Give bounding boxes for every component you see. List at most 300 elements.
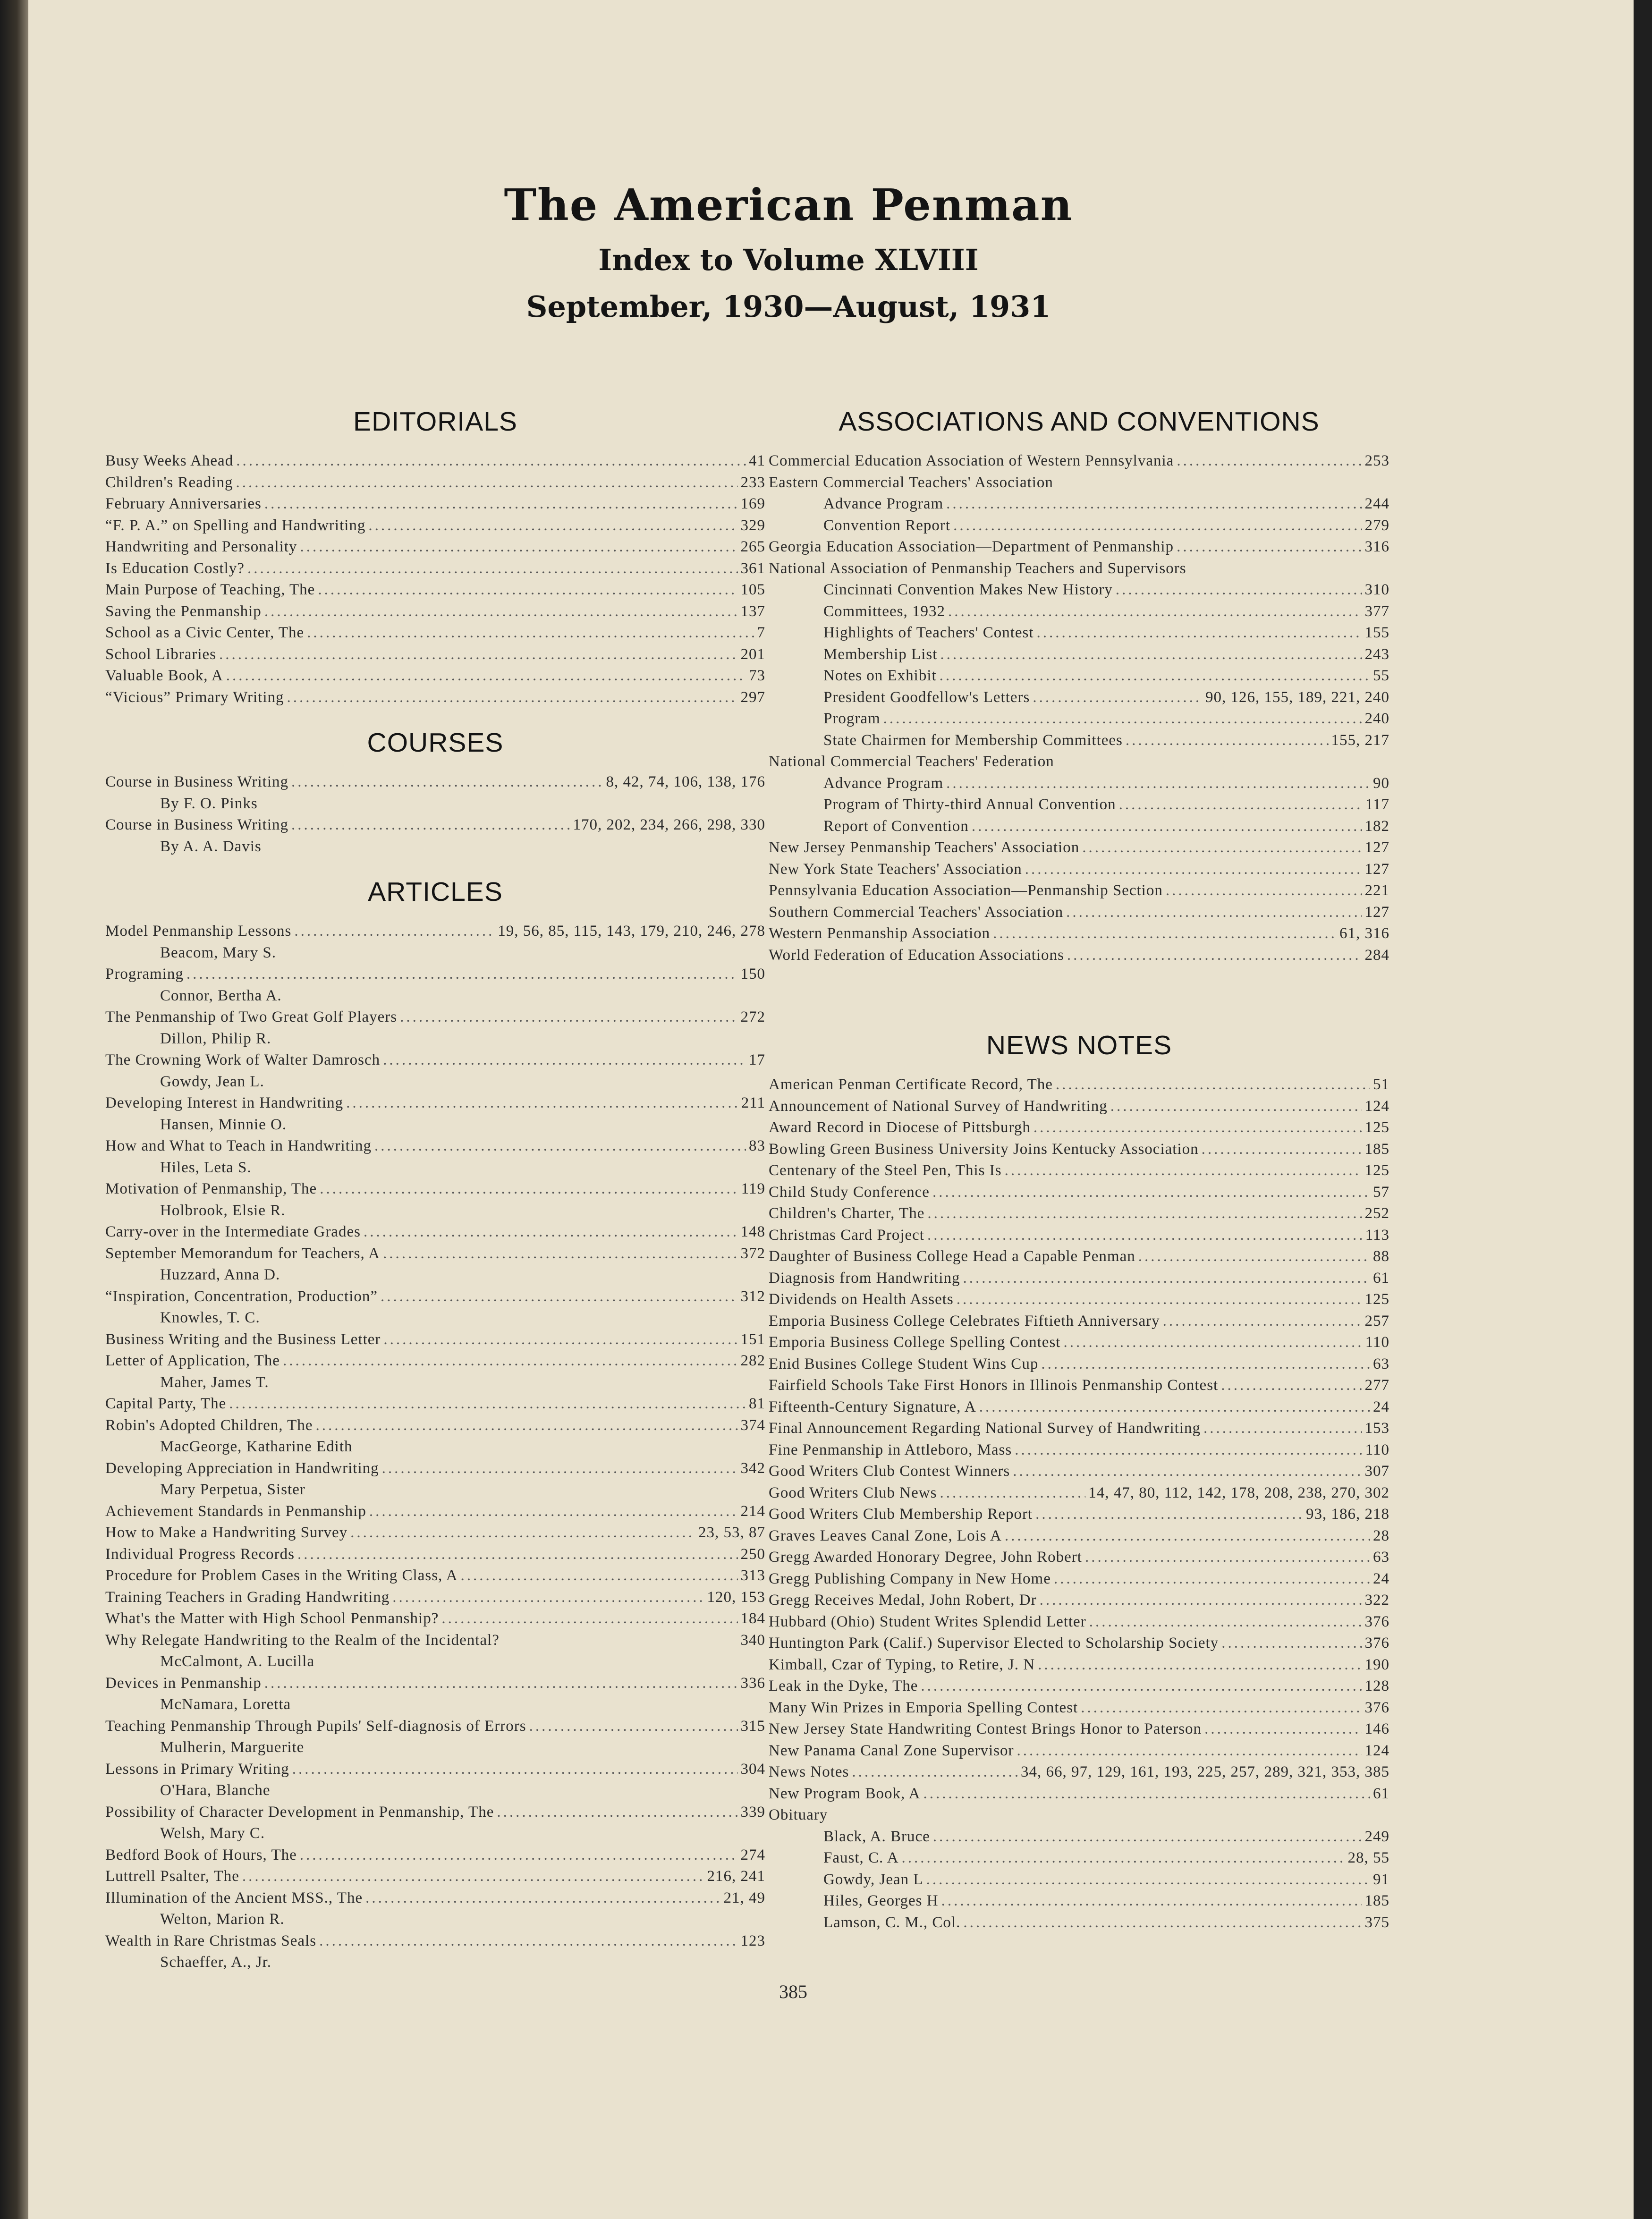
entry-author: O'Hara, Blanche [160, 1782, 271, 1799]
index-entry [105, 1866, 765, 1888]
dot-leader [383, 1329, 737, 1351]
dot-leader [294, 921, 495, 942]
entry-title: Developing Interest in Handwriting [105, 1094, 344, 1111]
index-entry [105, 1888, 765, 1909]
index-entry [769, 923, 1389, 945]
index-entry [769, 1203, 1389, 1225]
dot-leader [1038, 1654, 1362, 1676]
entry-pages: 24 [1373, 1570, 1389, 1587]
entry-title: Award Record in Diocese of Pittsburgh [769, 1119, 1031, 1136]
entry-title: New Jersey State Handwriting Contest Brings Honor to Paterson [769, 1720, 1202, 1737]
entry-pages: 90 [1373, 774, 1389, 792]
entry-title: New Program Book, A [769, 1785, 921, 1802]
dot-leader [374, 1135, 746, 1157]
index-entry [769, 708, 1389, 730]
index-entry [105, 1178, 765, 1200]
entry-pages: 28, 55 [1347, 1849, 1389, 1866]
entry-title: Leak in the Dyke, The [769, 1677, 918, 1694]
entry-title: Program of Thirty-third Annual Convention [823, 796, 1116, 813]
entry-title: Hubbard (Ohio) Student Writes Splendid Letter [769, 1613, 1086, 1630]
entry-pages: 88 [1373, 1248, 1389, 1265]
entry-title: New Jersey Penmanship Teachers' Association [769, 839, 1080, 856]
entry-pages: 252 [1364, 1205, 1389, 1222]
index-entry [105, 515, 765, 537]
dot-leader [953, 515, 1362, 537]
entry-pages: 128 [1364, 1677, 1389, 1694]
courses-list [105, 771, 765, 857]
entry-pages: 151 [740, 1330, 765, 1348]
dot-leader [381, 1286, 737, 1308]
entry-pages: 110 [1365, 1334, 1389, 1351]
index-entry [769, 1289, 1389, 1311]
dot-leader [1013, 1461, 1362, 1482]
entry-title: Achievement Standards in Penmanship [105, 1502, 366, 1520]
entry-title: Kimball, Czar of Typing, to Retire, J. N [769, 1656, 1035, 1673]
entry-title: School Libraries [105, 645, 217, 663]
index-entry [105, 1759, 765, 1780]
section-heading-editorials: EDITORIALS [353, 407, 517, 437]
entry-pages: 336 [740, 1674, 765, 1692]
index-entry [105, 814, 765, 836]
entry-pages: 214 [740, 1502, 765, 1520]
entry-pages: 153 [1364, 1420, 1389, 1437]
entry-title: How to Make a Handwriting Survey [105, 1524, 348, 1541]
right-column [769, 406, 1389, 1933]
entry-pages: 184 [740, 1610, 765, 1627]
index-entry [105, 1802, 765, 1823]
entry-pages: 123 [740, 1932, 765, 1949]
entry-title: Black, A. Bruce [823, 1828, 930, 1845]
dot-leader [946, 493, 1362, 515]
entry-author: Mulherin, Marguerite [160, 1739, 305, 1756]
entry-title: Training Teachers in Grading Handwriting [105, 1588, 390, 1606]
dot-leader [264, 1673, 738, 1694]
index-entry [105, 1007, 765, 1028]
entry-title: President Goodfellow's Letters [823, 688, 1030, 706]
index-entry [769, 1482, 1389, 1504]
dot-leader [236, 472, 738, 494]
index-entry [105, 1931, 765, 1952]
entry-title: Capital Party, The [105, 1395, 227, 1412]
index-entry [769, 1912, 1389, 1934]
index-entry [769, 1160, 1389, 1182]
dot-leader [1081, 1697, 1362, 1719]
entry-title: Graves Leaves Canal Zone, Lois A [769, 1527, 1002, 1544]
entry-title: Course in Business Writing [105, 816, 288, 833]
index-entry [105, 558, 765, 580]
entry-title: Daughter of Business College Head a Capable Penman [769, 1248, 1135, 1265]
entry-pages: 19, 56, 85, 115, 143, 179, 210, 246, 278 [498, 923, 765, 940]
entry-title: Lessons in Primary Writing [105, 1760, 289, 1778]
index-entry [105, 579, 765, 601]
dot-leader [1221, 1375, 1362, 1397]
entry-pages: 170, 202, 234, 266, 298, 330 [573, 816, 765, 833]
dot-leader [1035, 1504, 1303, 1525]
index-entry [769, 880, 1389, 902]
entry-group-heading: Eastern Commercial Teachers' Association [769, 474, 1053, 491]
entry-pages: 316 [1364, 538, 1389, 555]
index-entry [769, 1332, 1389, 1354]
entry-pages: 190 [1364, 1656, 1389, 1673]
dot-leader [957, 1289, 1362, 1311]
entry-title: Procedure for Problem Cases in the Writing Class, A [105, 1567, 458, 1584]
index-entry [105, 1565, 765, 1587]
entry-title: Children's Reading [105, 474, 233, 491]
dot-leader [1138, 1246, 1370, 1268]
entry-pages: 127 [1364, 903, 1389, 921]
index-entry [105, 1050, 765, 1071]
index-entry [105, 1630, 765, 1652]
entry-title: Possibility of Character Development in Penmanship, The [105, 1803, 494, 1821]
entry-title: The Crowning Work of Walter Damrosch [105, 1051, 381, 1068]
entry-title: Good Writers Club Contest Winners [769, 1463, 1010, 1480]
dot-leader [1177, 536, 1362, 558]
title-block [28, 179, 1549, 324]
entry-title: Devices in Penmanship [105, 1674, 262, 1692]
entry-title: Why Relegate Handwriting to the Realm of the Incidental? [105, 1631, 500, 1649]
dot-leader [921, 1676, 1362, 1697]
entry-title: Programing [105, 966, 184, 982]
index-entry [769, 1461, 1389, 1482]
index-entry [105, 771, 765, 793]
index-entry [769, 665, 1389, 687]
index-entry [769, 859, 1389, 881]
entry-pages: 304 [740, 1760, 765, 1778]
dot-leader [883, 708, 1362, 730]
entry-title: What's the Matter with High School Penmanship? [105, 1610, 439, 1627]
index-entry [769, 1847, 1389, 1869]
entry-pages: 155, 217 [1331, 731, 1389, 749]
entry-title: Bowling Green Business University Joins Kentucky Association [769, 1140, 1199, 1158]
entry-pages: 41 [749, 452, 765, 469]
associations-list [769, 450, 1389, 966]
index-entry [105, 1501, 765, 1523]
dot-leader [319, 1931, 737, 1952]
index-entry [769, 1354, 1389, 1375]
entry-pages: 125 [1364, 1119, 1389, 1136]
entry-author: Dillon, Philip R. [160, 1030, 271, 1047]
index-entry [769, 1869, 1389, 1891]
index-entry [769, 601, 1389, 623]
dot-leader [927, 1203, 1362, 1225]
entry-pages: 120, 153 [707, 1588, 765, 1606]
entry-pages: 117 [1365, 796, 1389, 813]
entry-title: Busy Weeks Ahead [105, 452, 234, 469]
entry-author: By F. O. Pinks [160, 795, 258, 812]
dot-leader [1116, 579, 1362, 601]
entry-pages: 322 [1364, 1592, 1389, 1609]
index-entry [769, 1139, 1389, 1160]
entry-pages: 310 [1364, 581, 1389, 598]
entry-title: Faust, C. A [823, 1849, 899, 1866]
entry-pages: 169 [740, 495, 765, 512]
section-heading-associations: ASSOCIATIONS AND CONVENTIONS [839, 407, 1320, 437]
entry-title: Lamson, C. M., Col. [823, 1914, 961, 1931]
entry-title: Convention Report [823, 517, 951, 534]
entry-pages: 127 [1364, 839, 1389, 856]
index-entry [105, 536, 765, 558]
dot-leader [1119, 794, 1363, 816]
entry-pages: 21, 49 [723, 1889, 765, 1906]
entry-title: How and What to Teach in Handwriting [105, 1137, 372, 1154]
dot-leader [1082, 837, 1362, 859]
index-entry [105, 450, 765, 472]
entry-title: Business Writing and the Business Letter [105, 1330, 381, 1348]
dot-leader [1025, 859, 1362, 881]
entry-title: Emporia Business College Spelling Contest [769, 1334, 1061, 1351]
entry-pages: 90, 126, 155, 189, 221, 240 [1205, 688, 1389, 706]
entry-pages: 14, 47, 80, 112, 142, 178, 208, 238, 270, 302 [1088, 1484, 1389, 1501]
dot-leader [307, 622, 754, 644]
dot-leader [1017, 1740, 1362, 1762]
dot-leader [1037, 622, 1362, 644]
editorials-list [105, 450, 765, 708]
entry-title: Gregg Awarded Honorary Degree, John Robert [769, 1549, 1082, 1566]
entry-pages: 61, 316 [1339, 925, 1389, 942]
dot-leader [242, 1866, 704, 1888]
entry-title: “Inspiration, Concentration, Production” [105, 1287, 378, 1305]
entry-pages: 125 [1364, 1162, 1389, 1179]
index-entry [105, 1587, 765, 1609]
dot-leader [940, 1482, 1085, 1504]
dot-leader [1040, 1590, 1362, 1611]
dot-leader [350, 1522, 695, 1544]
dot-leader [369, 1501, 738, 1523]
entry-pages: 8, 42, 74, 106, 138, 176 [606, 773, 765, 790]
index-entry [105, 1329, 765, 1351]
entry-title: Dividends on Health Assets [769, 1291, 954, 1308]
dot-leader [1005, 1525, 1370, 1547]
entry-title: New Panama Canal Zone Supervisor [769, 1742, 1014, 1759]
entry-title: Valuable Book, A [105, 667, 223, 684]
index-entry [105, 921, 765, 942]
dot-leader [1066, 902, 1362, 923]
index-entry [769, 1890, 1389, 1912]
entry-title: Advance Program [823, 495, 944, 512]
entry-pages: 63 [1373, 1549, 1389, 1566]
entry-pages: 81 [749, 1395, 765, 1412]
entry-pages: 127 [1364, 860, 1389, 878]
entry-pages: 17 [749, 1051, 765, 1068]
entry-pages: 63 [1373, 1355, 1389, 1372]
news-notes-list [769, 1074, 1389, 1933]
entry-title: Handwriting and Personality [105, 538, 297, 555]
entry-author: Knowles, T. C. [160, 1309, 260, 1326]
entry-title: Luttrell Psalter, The [105, 1868, 239, 1885]
entry-pages: 23, 53, 87 [698, 1524, 765, 1541]
entry-title: Emporia Business College Celebrates Fiftieth Anniversary [769, 1312, 1160, 1330]
index-entry [105, 1221, 765, 1243]
index-entry [769, 1074, 1389, 1096]
entry-pages: 279 [1364, 517, 1389, 534]
entry-pages: 182 [1364, 817, 1389, 835]
entry-pages: 312 [740, 1287, 765, 1305]
entry-title: Notes on Exhibit [823, 667, 937, 684]
entry-title: “F. P. A.” on Spelling and Handwriting [105, 517, 366, 534]
entry-pages: 119 [741, 1180, 765, 1197]
entry-pages: 274 [740, 1846, 765, 1863]
index-entry [769, 579, 1389, 601]
index-entry [769, 536, 1389, 558]
dot-leader [383, 1050, 746, 1071]
dot-leader [226, 665, 746, 687]
entry-pages: 34, 66, 97, 129, 161, 193, 225, 257, 289, 321, 353, 385 [1021, 1763, 1389, 1780]
index-entry [769, 1418, 1389, 1440]
index-entry [769, 1611, 1389, 1633]
index-entry [769, 1590, 1389, 1611]
index-entry [769, 687, 1389, 709]
index-entry [105, 665, 765, 687]
entry-title: Good Writers Club Membership Report [769, 1506, 1033, 1523]
dot-leader [941, 1890, 1362, 1912]
entry-title: Gregg Receives Medal, John Robert, Dr [769, 1592, 1037, 1609]
entry-title: Illumination of the Ancient MSS., The [105, 1889, 363, 1906]
entry-author: Connor, Bertha A. [160, 987, 282, 1004]
dot-leader [292, 1759, 738, 1780]
entry-author: Schaeffer, A., Jr. [160, 1954, 272, 1971]
index-entry [769, 730, 1389, 752]
dot-leader [927, 1225, 1363, 1246]
entry-title: Membership List [823, 645, 938, 663]
entry-title: Gowdy, Jean L [823, 1871, 923, 1888]
entry-pages: 253 [1364, 452, 1389, 469]
dot-leader [236, 450, 746, 472]
index-entry [769, 1697, 1389, 1719]
dot-leader [287, 687, 738, 709]
entry-pages: 315 [740, 1717, 765, 1735]
entry-author: McCalmont, A. Lucilla [160, 1653, 315, 1670]
entry-pages: 24 [1373, 1398, 1389, 1415]
index-entry [105, 1458, 765, 1480]
entry-title: September Memorandum for Teachers, A [105, 1245, 380, 1262]
entry-author: Huzzard, Anna D. [160, 1266, 280, 1283]
entry-title: The Penmanship of Two Great Golf Players [105, 1008, 398, 1025]
entry-pages: 250 [740, 1545, 765, 1563]
entry-title: Enid Busines College Student Wins Cup [769, 1355, 1039, 1372]
entry-pages: 376 [1364, 1635, 1389, 1652]
entry-pages: 57 [1373, 1183, 1389, 1201]
entry-author: Hiles, Leta S. [160, 1159, 252, 1176]
entry-author: Welton, Marion R. [160, 1911, 285, 1928]
entry-pages: 146 [1364, 1720, 1389, 1737]
entry-pages: 249 [1364, 1828, 1389, 1845]
dot-leader [264, 493, 738, 515]
dot-leader [365, 1888, 720, 1909]
entry-title: Course in Business Writing [105, 773, 288, 790]
entry-title: Report of Convention [823, 817, 969, 835]
index-entry [105, 622, 765, 644]
entry-title: Is Education Costly? [105, 559, 245, 577]
left-column [105, 406, 765, 1973]
entry-title: Robin's Adopted Children, The [105, 1416, 313, 1434]
entry-title: New York State Teachers' Association [769, 860, 1022, 878]
entry-title: Model Penmanship Lessons [105, 923, 292, 940]
index-entry [105, 1522, 765, 1544]
entry-pages: 201 [740, 645, 765, 663]
entry-title: Bedford Book of Hours, The [105, 1846, 297, 1863]
dot-leader [1177, 450, 1362, 472]
entry-pages: 372 [740, 1245, 765, 1262]
entry-pages: 307 [1364, 1463, 1389, 1480]
dot-leader [320, 1178, 738, 1200]
page-number: 385 [779, 1981, 807, 2002]
dot-leader [1126, 730, 1329, 752]
index-entry [769, 1096, 1389, 1118]
index-entry [769, 1525, 1389, 1547]
dot-leader [1005, 1160, 1362, 1182]
index-entry [105, 472, 765, 494]
dot-leader [972, 816, 1362, 838]
entry-group-heading: National Commercial Teachers' Federation [769, 753, 1054, 770]
entry-author: Beacom, Mary S. [160, 944, 276, 961]
page-title: The American Penman [504, 179, 1073, 230]
entry-author: Maher, James T. [160, 1373, 269, 1391]
dot-leader [186, 964, 738, 985]
index-entry [105, 1093, 765, 1114]
entry-title: World Federation of Education Associations [769, 946, 1064, 964]
dot-leader [300, 536, 737, 558]
entry-title: Fifteenth-Century Signature, A [769, 1398, 976, 1415]
entry-title: Motivation of Penmanship, The [105, 1180, 317, 1197]
entry-pages: 329 [740, 517, 765, 534]
dot-leader [932, 1182, 1370, 1203]
dot-leader [979, 1397, 1370, 1418]
dot-leader [1203, 1418, 1362, 1440]
index-entry [769, 1311, 1389, 1332]
dot-leader [940, 644, 1362, 666]
entry-title: News Notes [769, 1763, 849, 1780]
dot-leader [1110, 1096, 1362, 1118]
index-entry [769, 1740, 1389, 1762]
dot-leader [229, 1393, 746, 1415]
dot-leader [1033, 687, 1203, 709]
dot-leader [441, 1608, 737, 1630]
entry-title: Centenary of the Steel Pen, This Is [769, 1162, 1002, 1179]
entry-title: Christmas Card Project [769, 1226, 924, 1244]
entry-title: Developing Appreciation in Handwriting [105, 1459, 379, 1477]
dot-leader [316, 1415, 738, 1437]
entry-pages: 211 [741, 1094, 765, 1111]
entry-title: Huntington Park (Calif.) Supervisor Elected to Scholarship Society [769, 1635, 1219, 1652]
entry-title: Cincinnati Convention Makes New History [823, 581, 1113, 598]
dot-leader [933, 1826, 1362, 1848]
entry-title: State Chairmen for Membership Committees [823, 731, 1123, 749]
entry-pages: 243 [1364, 645, 1389, 663]
dot-leader [300, 1845, 738, 1866]
entry-title: Western Penmanship Association [769, 925, 991, 942]
dot-leader [346, 1093, 738, 1114]
entry-pages: 110 [1365, 1441, 1389, 1458]
dot-leader [948, 601, 1362, 623]
entry-pages: 113 [1365, 1226, 1389, 1244]
entry-title: Program [823, 710, 881, 727]
dot-leader [1015, 1440, 1362, 1461]
entry-pages: 61 [1373, 1269, 1389, 1287]
index-entry [105, 1135, 765, 1157]
entry-author: MacGeorge, Katharine Edith [160, 1438, 353, 1455]
dot-leader [383, 1243, 738, 1265]
entry-title: Pennsylvania Education Association—Penmanship Section [769, 882, 1163, 899]
dot-leader [1089, 1611, 1362, 1633]
dot-leader [1034, 1117, 1362, 1139]
entry-pages: 91 [1373, 1871, 1389, 1888]
index-page [28, 0, 1634, 2219]
index-entry [769, 1268, 1389, 1289]
section-heading-articles: ARTICLES [368, 877, 503, 907]
index-entry [769, 945, 1389, 966]
entry-pages: 282 [740, 1352, 765, 1369]
entry-pages: 124 [1364, 1097, 1389, 1115]
